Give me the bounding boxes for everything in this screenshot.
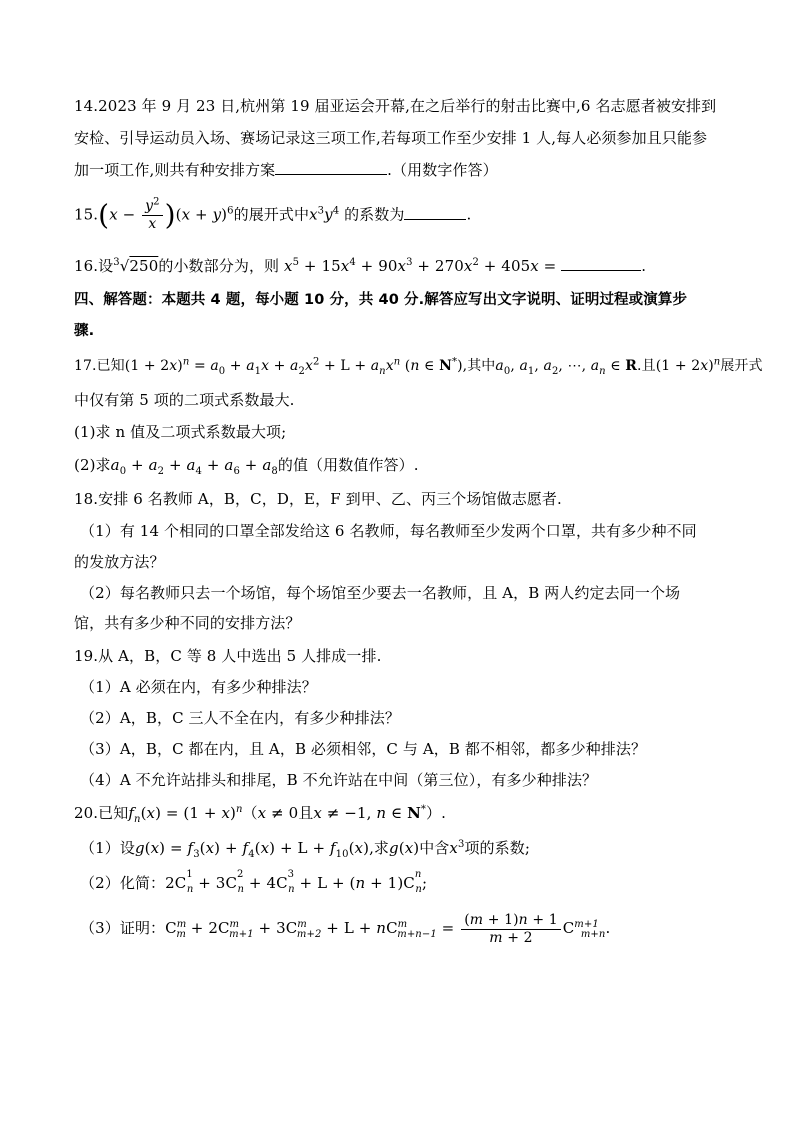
q17-line-2: 中仅有第 5 项的二项式系数最大. [74, 391, 295, 409]
q20-text-4b: . [605, 919, 611, 937]
q18-line-3: 的发放方法？ [74, 553, 165, 571]
q20-line-3: （2）化简：$2C^1_n + 3C^2_n + 4C^3_n + L + (n + 1)C^n_n$; [80, 869, 428, 895]
q18-line-2: （1）有 14 个相同的口罩全部发给这 6 名教师，每名教师至少发两个口罩，共有多少种不同 [80, 522, 697, 540]
q20-text-b: （ [242, 804, 258, 822]
q16-radicand: 250 [129, 257, 159, 275]
q20-text-c: 且 [298, 804, 314, 822]
q17-text-b: ,其中 [462, 358, 496, 374]
q19-line-5: （4）A 不允许站排头和排尾，B 不允许站在中间（第三位），有多少种排法？ [80, 771, 598, 789]
q18-line-5: 馆，共有多少种不同的安排方法？ [74, 614, 301, 632]
q19-line-3: （2）A，B，C 三人不全在内，有多少种排法？ [80, 709, 400, 727]
answer-blank-16[interactable] [561, 256, 641, 271]
q20-text-2d: 项的系数; [464, 839, 530, 857]
q19-line-2: （1）A 必须在内，有多少种排法？ [80, 678, 317, 696]
q20-line-4: （3）证明：$C^m_m + 2C^m_{m+1} + 3C^m_{m+2} + L + nC^m_{m+n-1}$ = $\frac{(m + 1)n + 1}{m + 2}$ $C^{m+1}_{m+n}$. [80, 911, 611, 946]
q18-line-4: （2）每名教师只去一个场馆，每个场馆至少要去一名教师，且 A，B 两人约定去同一个场 [80, 584, 681, 602]
q15-line: 15.(x − $\frac{y^2}{x}$ )$(x + y)^6$的展开式中$x^3y^4$ 的系数为 . [74, 196, 472, 232]
q20-line-2: （1）设$g(x) = f_3(x) + f_4(x) + L + f_{10}(x)$,求g(x)中含$x^3$项的系数; [80, 839, 530, 860]
q17-text-c: .且 [637, 358, 656, 374]
answer-blank-14[interactable] [275, 160, 387, 175]
section-heading-line-2: 骤. [74, 323, 95, 339]
q16-line: 16.设$^3$√250的小数部分为，则 $x^5 + 15x^4 + 90x^3 + 270x^2 + 405x$ = . [74, 257, 647, 275]
q17-text-4a: (2)求 [74, 456, 111, 474]
q14-line-1: 14.2023 年 9 月 23 日,杭州第 19 届亚运会开幕,在之后举行的射击比赛中,6 名志愿者被安排到 [74, 97, 717, 115]
q17-text-a: 17.已知 [74, 358, 125, 374]
q20-text-2c: 中含 [419, 839, 450, 857]
q14-text-end: .（用数字作答） [387, 161, 498, 179]
q20-text-2b: ,求 [369, 839, 390, 857]
q19-line-1: 19.从 A，B，C 等 8 人中选出 5 人排成一排. [74, 647, 382, 665]
q20-line-1: 20.已知$f_n(x) = (1 + x)^n(x \ne 0$且x ≠ −1, n ∈ N*）. [74, 804, 446, 825]
q20-text-2a: （1）设 [80, 839, 135, 857]
q20-text-3a: （2）化简： [80, 874, 166, 892]
q15-text-a: 的展开式中 [233, 205, 310, 224]
q15-number: 15. [74, 205, 99, 224]
answer-blank-15[interactable] [404, 205, 466, 220]
q19-line-4: （3）A，B，C 都在内，且 A，B 必须相邻，C 与 A，B 都不相邻，都多少种排法？ [80, 740, 647, 758]
q16-end: . [641, 257, 647, 275]
q14-line-3 [74, 160, 724, 180]
q18-line-1: 18.安排 6 名教师 A，B，C，D，E，F 到甲、乙、丙三个场馆做志愿者. [74, 490, 562, 508]
q20-text-4a: （3）证明： [80, 919, 166, 937]
q17-line-1: 17.已知$(1 + 2x)^n = a_0 + a_1x + a_2x^2 + L + a_nx^n$ (n ∈ N*),其中$a_0$, $a_1$, $a_2$, ⋯, $a_n$ ∈ R.且$(1 + 2x)^n$展开式 [74, 356, 763, 377]
q20-text-3b: ; [421, 874, 428, 892]
q20-text-a: 20.已知 [74, 804, 129, 822]
q17-line-3: (1)求 n 值及二项式系数最大项; [74, 423, 287, 441]
q16-text-b: 的小数部分为，则 [158, 257, 280, 275]
q17-text-d: 展开式 [720, 358, 763, 374]
q14-text: 加一项工作,则共有种安排方案 [74, 161, 276, 179]
q20-text-d: ）. [426, 804, 446, 822]
q14-line-2: 安检、引导运动员入场、赛场记录这三项工作,若每项工作至少安排 1 人,每人必须参加且只能参 [74, 129, 708, 147]
q15-text-b: 的系数为 [344, 205, 405, 224]
section-heading-line-1: 四、解答题：本题共 4 题，每小题 10 分，共 40 分.解答应写出文字说明、证明过程或演算步 [74, 292, 688, 308]
q15-end: . [466, 205, 472, 224]
q17-line-4: (2)求$a_0 + a_2 + a_4 + a_6 + a_8$的值（用数值作答）. [74, 456, 419, 477]
q16-text-a: 16.设 [74, 257, 114, 275]
q17-text-4b: 的值（用数值作答）. [277, 456, 419, 474]
